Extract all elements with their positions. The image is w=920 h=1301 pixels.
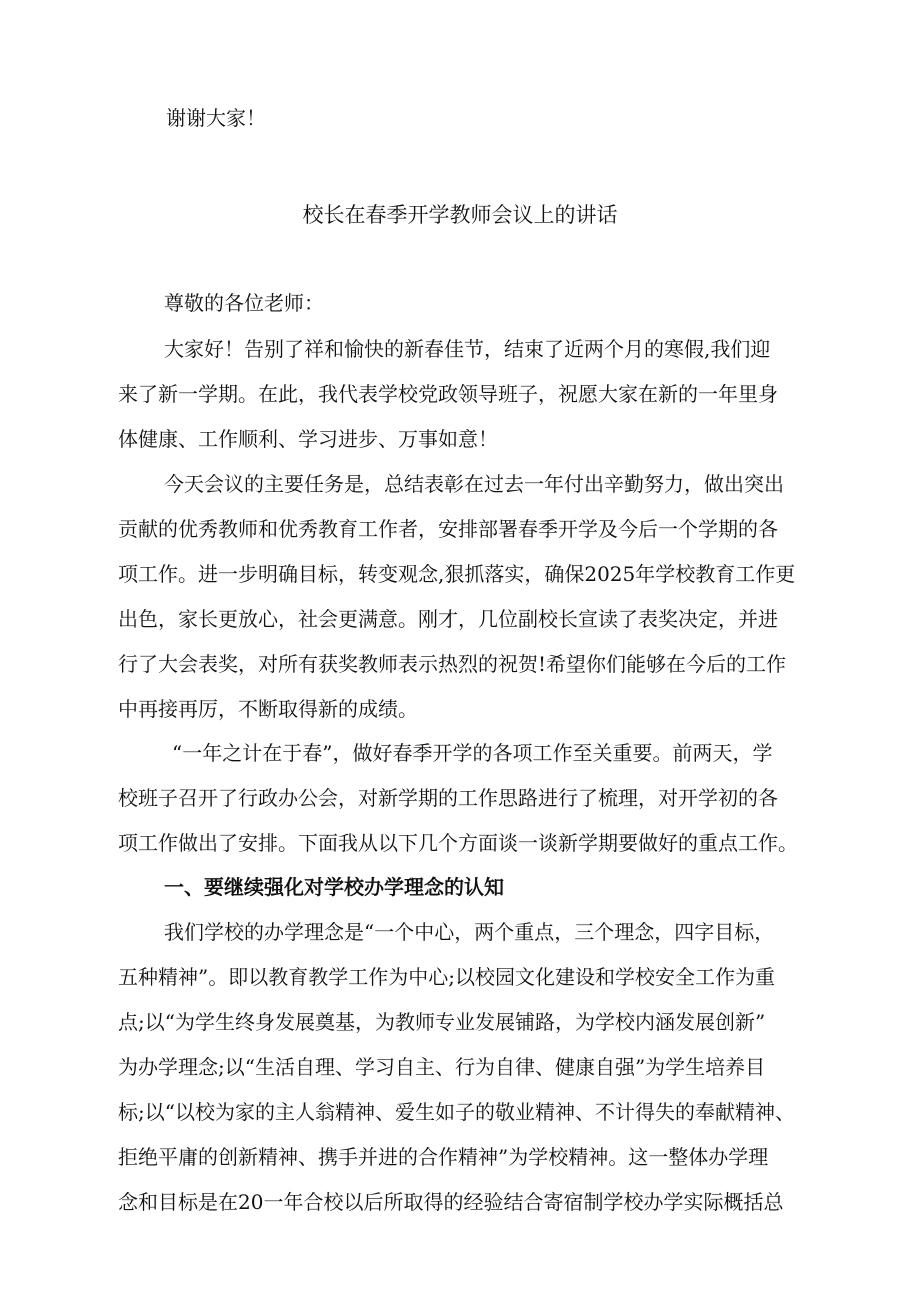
paragraph-2-line-1: 今天会议的主要任务是，总结表彰在过去一年付出辛勤努力，做出突出 (164, 472, 784, 496)
paragraph-1-line-1: 大家好！告别了祥和愉快的新春佳节，结束了近两个月的寒假,我们迎 (164, 337, 771, 361)
page-title: 校长在春季开学教师会议上的讲话 (302, 203, 618, 227)
paragraph-3-line-1: “一年之计在于春”，做好春季开学的各项工作至关重要。前两天，学 (172, 741, 773, 765)
paragraph-3-line-2: 校班子召开了行政办公会，对新学期的工作思路进行了梳理，对开学初的各 (118, 786, 778, 810)
paragraph-1-line-2: 来了新一学期。在此，我代表学校党政领导班子，祝愿大家在新的一年里身 (118, 382, 778, 406)
section-paragraph-line-3: 点;以“为学生终身发展奠基，为教师专业发展铺路，为学校内涵发展创新” (118, 1010, 766, 1034)
paragraph-3-line-3: 项工作做出了安排。下面我从以下几个方面谈一谈新学期要做好的重点工作。 (118, 831, 798, 855)
section-paragraph-line-1: 我们学校的办学理念是“一个中心，两个重点，三个理念，四字目标， (164, 920, 775, 944)
section-heading: 一、要继续强化对学校办学理念的认知 (164, 875, 504, 899)
paragraph-2-line-2: 贡献的优秀教师和优秀教育工作者，安排部署春季开学及今后一个学期的各 (118, 517, 778, 541)
section-paragraph-line-4: 为办学理念;以“生活自理、学习自主、行为自律、健康自强”为学生培养目 (118, 1055, 766, 1079)
paragraph-2-line-6: 中再接再厉，不断取得新的成绩。 (118, 697, 418, 721)
section-paragraph-line-6: 拒绝平庸的创新精神、携手并进的合作精神”为学校精神。这一整体办学理 (118, 1145, 769, 1169)
section-paragraph-line-7: 念和目标是在20一年合校以后所取得的经验结合寄宿制学校办学实际概括总 (118, 1190, 784, 1214)
paragraph-2-line-5: 行了大会表奖，对所有获奖教师表示热烈的祝贺!希望你们能够在今后的工作 (118, 652, 787, 676)
salutation: 尊敬的各位老师： (164, 291, 324, 315)
section-paragraph-line-2: 五种精神”。即以教育教学工作为中心;以校园文化建设和学校安全工作为重 (118, 965, 775, 989)
paragraph-2-line-3: 项工作。进一步明确目标，转变观念,狠抓落实，确保2025年学校教育工作更 (118, 562, 796, 586)
paragraph-2-line-4: 出色，家长更放心，社会更满意。刚才，几位副校长宣读了表奖决定，并进 (118, 607, 778, 631)
paragraph-1-line-3: 体健康、工作顺利、学习进步、万事如意！ (118, 427, 498, 451)
closing-text: 谢谢大家！ (166, 106, 266, 130)
section-paragraph-line-5: 标;以“以校为家的主人翁精神、爱生如子的敬业精神、不计得失的奉献精神、 (118, 1100, 795, 1124)
